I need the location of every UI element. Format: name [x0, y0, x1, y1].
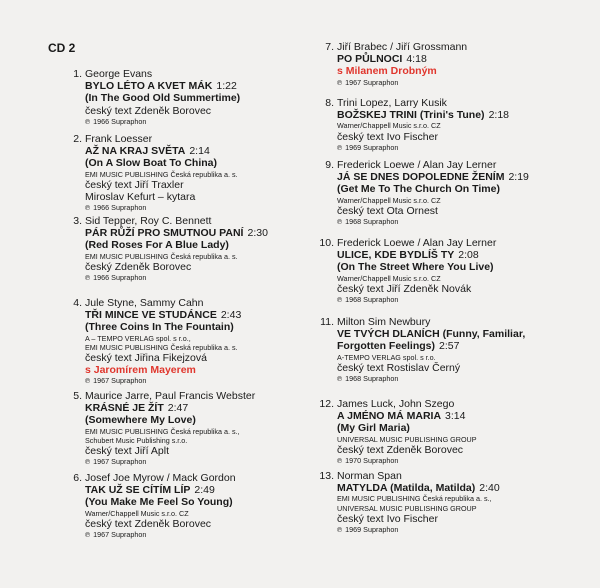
- track-composers: Josef Joe Myrow / Mack Gordon: [85, 472, 236, 484]
- track-publisher: EMI MUSIC PUBLISHING Česká republika a. s.: [85, 169, 238, 179]
- track-duration: 2:08: [458, 249, 479, 262]
- track-subtitle-line: [337, 183, 529, 195]
- track-subtitle: (You Make Me Feel So Young): [85, 496, 233, 509]
- track-2: [73, 133, 238, 213]
- track-title: BYLO LÉTO A KVET MÁK: [85, 80, 213, 93]
- copyright-text: 1967 Supraphon: [93, 530, 147, 540]
- track-subtitle: (Three Coins In The Fountain): [85, 321, 234, 334]
- track-9: [325, 159, 529, 227]
- copyright-text: 1970 Supraphon: [345, 456, 399, 466]
- track-copyright: [337, 374, 525, 384]
- track-copyright: [337, 217, 529, 227]
- track-number: 12.: [319, 398, 334, 410]
- track-lyrics-credit: český text Jiří Zdeněk Novák: [337, 282, 472, 295]
- track-6: [73, 472, 236, 540]
- copyright-text: 1967 Supraphon: [93, 376, 147, 386]
- track-subtitle-line: [85, 157, 238, 169]
- track-title: BOŽSKEJ TRINI (Trini's Tune): [337, 109, 485, 122]
- track-lyrics-credit: český text Rostislav Černý: [337, 361, 461, 374]
- track-publisher: UNIVERSAL MUSIC PUBLISHING GROUP: [337, 434, 477, 444]
- track-4: [73, 297, 242, 387]
- phonogram-icon: ℗: [337, 144, 343, 152]
- phonogram-icon: ℗: [85, 378, 91, 386]
- cd-label: CD 2: [48, 41, 76, 55]
- copyright-text: 1966 Supraphon: [93, 116, 147, 126]
- track-publisher: Schubert Music Publishing s.r.o.: [85, 435, 188, 445]
- copyright-text: 1966 Supraphon: [93, 273, 147, 283]
- track-title: TAK UŽ SE CÍTÍM LÍP: [85, 484, 191, 497]
- track-composers: Jiří Brabec / Jiří Grossmann: [337, 41, 468, 53]
- track-3: [73, 215, 268, 283]
- phonogram-icon: ℗: [85, 275, 91, 283]
- copyright-text: 1968 Supraphon: [345, 217, 399, 227]
- track-duration: 2:18: [488, 109, 509, 122]
- track-subtitle: (My Girl Maria): [337, 422, 410, 435]
- track-composers: Frederick Loewe / Alan Jay Lerner: [337, 237, 497, 249]
- track-title-line: [85, 145, 238, 157]
- phonogram-icon: ℗: [337, 297, 343, 305]
- track-title-line: [85, 227, 268, 239]
- copyright-text: 1968 Supraphon: [345, 295, 399, 305]
- track-title-line: [85, 309, 241, 321]
- phonogram-icon: ℗: [85, 118, 91, 126]
- track-title-line: [337, 53, 467, 65]
- phonogram-icon: ℗: [337, 79, 343, 87]
- track-copyright: [337, 456, 477, 466]
- copyright-text: 1969 Supraphon: [345, 525, 399, 535]
- track-copyright: [85, 273, 268, 283]
- track-publisher: UNIVERSAL MUSIC PUBLISHING GROUP: [337, 503, 477, 513]
- track-title: VE TVÝCH DLANÍCH (Funny, Familiar,: [337, 328, 526, 341]
- copyright-text: 1969 Supraphon: [345, 142, 399, 152]
- track-featuring: s Jaromírem Mayerem: [85, 364, 196, 377]
- track-duration: 1:22: [216, 80, 237, 93]
- track-13: [319, 470, 500, 535]
- track-duration: 2:19: [508, 171, 529, 184]
- phonogram-icon: ℗: [337, 376, 343, 384]
- track-number: 9.: [325, 159, 334, 171]
- track-publisher: A – TEMPO VERLAG spol. s r.o.,: [85, 333, 191, 343]
- track-title: MATYLDA (Matilda, Matilda): [337, 482, 476, 495]
- track-subtitle: (Red Roses For A Blue Lady): [85, 239, 229, 252]
- track-subtitle: (Get Me To The Church On Time): [337, 183, 500, 196]
- track-composers: George Evans: [85, 68, 153, 80]
- track-subtitle-line: [337, 261, 496, 273]
- track-number: 2.: [73, 133, 82, 145]
- track-10: [319, 237, 497, 305]
- track-subtitle: (On The Street Where You Live): [337, 261, 494, 274]
- phonogram-icon: ℗: [85, 205, 91, 213]
- copyright-text: 1968 Supraphon: [345, 374, 399, 384]
- track-copyright: [337, 78, 467, 88]
- track-number: 11.: [320, 316, 334, 328]
- track-publisher: EMI MUSIC PUBLISHING Česká republika a. s.,: [337, 494, 492, 504]
- track-featuring: s Milanem Drobným: [337, 65, 437, 78]
- track-subtitle-line: [85, 414, 255, 426]
- track-subtitle-line: [337, 340, 525, 352]
- track-publisher: Warner/Chappell Music s.r.o. CZ: [337, 273, 441, 283]
- track-publisher: Warner/Chappell Music s.r.o. CZ: [85, 508, 189, 518]
- track-number: 4.: [73, 297, 82, 309]
- track-subtitle: Forgotten Feelings): [337, 340, 435, 353]
- track-title-line: [337, 249, 496, 261]
- track-copyright: [337, 143, 509, 153]
- track-lyrics-credit: český text Ota Ornest: [337, 204, 438, 217]
- track-copyright: [85, 457, 255, 467]
- track-title: JÁ SE DNES DOPOLEDNE ŽENÍM: [337, 171, 505, 184]
- track-composers: James Luck, John Szego: [337, 398, 455, 410]
- track-lyrics-credit: český text Ivo Fischer: [337, 130, 438, 143]
- track-number: 8.: [325, 97, 334, 109]
- copyright-text: 1967 Supraphon: [345, 77, 399, 87]
- track-subtitle-line: [337, 422, 477, 434]
- track-1: [73, 68, 241, 127]
- phonogram-icon: ℗: [85, 459, 91, 467]
- track-7: [325, 41, 468, 88]
- track-composers: Frank Loesser: [85, 133, 153, 145]
- track-copyright: [85, 117, 240, 127]
- track-composers: Jule Styne, Sammy Cahn: [85, 297, 204, 309]
- track-title: TŘI MINCE VE STUDÁNCE: [85, 309, 217, 322]
- track-title: A JMÉNO MÁ MARIA: [337, 410, 442, 423]
- track-title: PÁR RŮŽÍ PRO SMUTNOU PANÍ: [85, 227, 244, 240]
- phonogram-icon: ℗: [337, 527, 343, 535]
- phonogram-icon: ℗: [85, 532, 91, 540]
- track-duration: 2:14: [189, 145, 210, 158]
- copyright-text: 1967 Supraphon: [93, 457, 147, 467]
- track-lyrics-credit: český text Zdeněk Borovec: [337, 443, 464, 456]
- track-publisher: A-TEMPO VERLAG spol. s r.o.: [337, 352, 436, 362]
- track-subtitle-line: [85, 321, 241, 333]
- track-subtitle-line: [85, 239, 268, 251]
- track-lyrics-credit: český text Jiřina Fikejzová: [85, 352, 207, 365]
- track-lyrics-credit: český text Jiří Aplt: [85, 445, 170, 458]
- track-copyright: [85, 203, 238, 213]
- track-number: 10.: [319, 237, 334, 249]
- track-lyrics-credit: český text Jiří Traxler: [85, 178, 184, 191]
- track-title-line: [85, 402, 255, 414]
- track-duration: 2:40: [479, 482, 500, 495]
- phonogram-icon: ℗: [337, 458, 343, 466]
- track-12: [319, 398, 477, 466]
- track-number: 3.: [73, 215, 82, 227]
- track-title-line: [85, 80, 240, 92]
- track-number: 13.: [319, 470, 334, 482]
- track-title-line: [85, 484, 236, 496]
- track-title: KRÁSNÉ JE ŽÍT: [85, 402, 164, 415]
- track-duration: 2:57: [439, 340, 460, 353]
- track-duration: 2:49: [194, 484, 215, 497]
- track-duration: 3:14: [445, 410, 466, 423]
- track-composers: Frederick Loewe / Alan Jay Lerner: [337, 159, 497, 171]
- track-subtitle: (In The Good Old Summertime): [85, 92, 241, 105]
- track-title: AŽ NA KRAJ SVĚTA: [85, 145, 186, 158]
- track-11: [320, 316, 526, 384]
- track-duration: 4:18: [406, 53, 427, 66]
- track-title: PO PŮLNOCI: [337, 53, 403, 66]
- track-publisher: Warner/Chappell Music s.r.o. CZ: [337, 121, 441, 131]
- track-title-line: [337, 482, 500, 494]
- track-number: 5.: [73, 390, 82, 402]
- track-publisher: EMI MUSIC PUBLISHING Česká republika a. s.: [85, 342, 238, 352]
- track-lyrics-credit: český text Zdeněk Borovec: [85, 104, 212, 117]
- track-subtitle-line: [85, 496, 236, 508]
- track-lyrics-credit: Miroslav Kefurt – kytara: [85, 191, 196, 204]
- track-number: 1.: [73, 68, 82, 80]
- track-subtitle: (On A Slow Boat To China): [85, 157, 218, 170]
- track-composers: Sid Tepper, Roy C. Bennett: [85, 215, 212, 227]
- track-number: 7.: [325, 41, 334, 53]
- track-title: ULICE, KDE BYDLÍŠ TY: [337, 249, 455, 262]
- phonogram-icon: ℗: [337, 219, 343, 227]
- track-composers: Norman Span: [337, 470, 402, 482]
- track-title-line: [337, 171, 529, 183]
- track-publisher: EMI MUSIC PUBLISHING Česká republika a. s.,: [85, 426, 240, 436]
- track-number: 6.: [73, 472, 82, 484]
- track-title-line: [337, 410, 477, 422]
- track-composers: Milton Sim Newbury: [337, 316, 431, 328]
- track-composers: Trini Lopez, Larry Kusik: [337, 97, 447, 109]
- copyright-text: 1966 Supraphon: [93, 203, 147, 213]
- track-copyright: [337, 525, 500, 535]
- track-composers: Maurice Jarre, Paul Francis Webster: [85, 390, 256, 402]
- track-lyrics-credit: český text Zdeněk Borovec: [85, 517, 212, 530]
- track-subtitle-line: [85, 92, 240, 104]
- track-publisher: EMI MUSIC PUBLISHING Česká republika a. s.: [85, 251, 238, 261]
- track-title-line: [337, 109, 509, 121]
- track-lyrics-credit: český Zdeněk Borovec: [85, 260, 192, 273]
- track-subtitle: (Somewhere My Love): [85, 414, 196, 427]
- track-copyright: [85, 376, 241, 386]
- track-title-line: [337, 328, 525, 340]
- track-duration: 2:30: [247, 227, 268, 240]
- track-lyrics-credit: český text Ivo Fischer: [337, 512, 438, 525]
- track-publisher: Warner/Chappell Music s.r.o. CZ: [337, 195, 441, 205]
- track-duration: 2:43: [220, 309, 242, 322]
- track-8: [325, 97, 509, 153]
- track-copyright: [337, 295, 496, 305]
- track-copyright: [85, 530, 236, 540]
- track-5: [73, 390, 256, 467]
- track-duration: 2:47: [167, 402, 189, 415]
